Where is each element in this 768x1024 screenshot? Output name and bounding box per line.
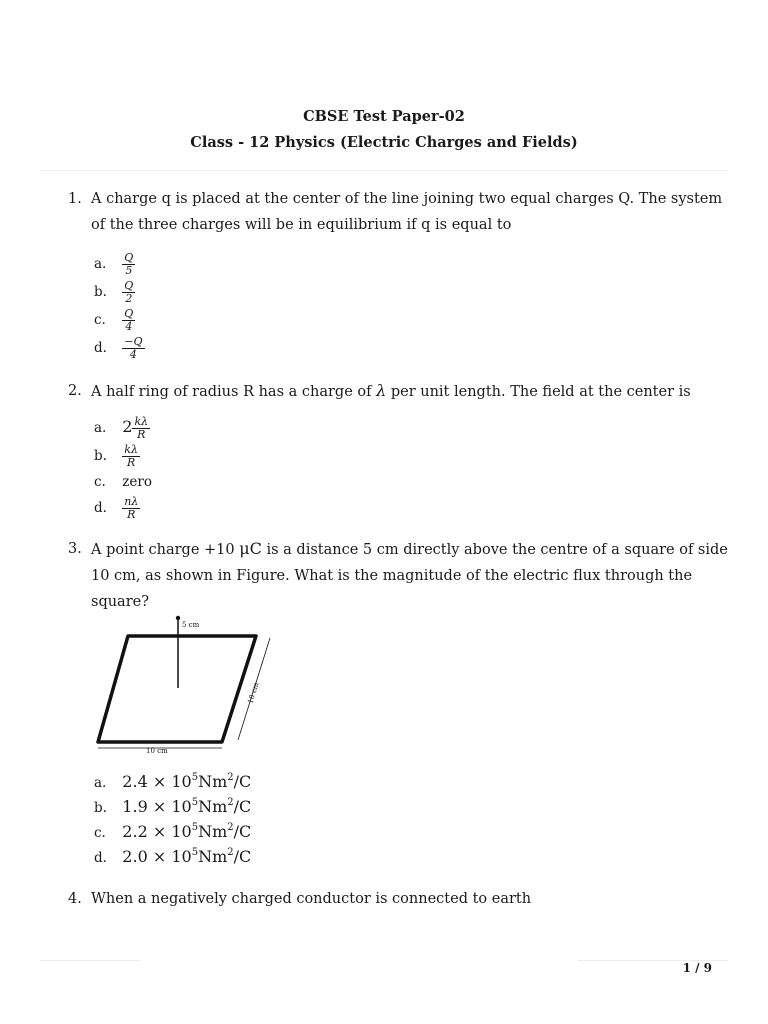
bottom-label: 10 cm (146, 747, 168, 754)
option-text: zero (122, 474, 152, 490)
option-label: d. (94, 500, 107, 516)
option-1d (94, 336, 145, 361)
question-number: 3. (68, 541, 82, 557)
option-label: b. (94, 284, 107, 300)
option-3b (94, 797, 251, 816)
question-text: A half ring of radius R has a charge of λ per unit length. The field at the center is (91, 381, 691, 400)
fraction-denominator: R (127, 508, 136, 521)
option-label: d. (94, 850, 107, 866)
fraction-numerator: Q (124, 307, 134, 320)
fraction-numerator: kλ (134, 415, 149, 428)
question-number: 2. (68, 383, 82, 399)
option-1c (94, 308, 135, 333)
fraction-denominator: 2 (125, 292, 133, 305)
option-2b (94, 444, 140, 469)
question-number: 4. (68, 891, 82, 907)
fraction-denominator: 4 (129, 348, 137, 361)
option-label: b. (94, 800, 107, 816)
side-label: 10 cm (246, 681, 261, 705)
question-text: A point charge +10 μC is a distance 5 cm directly above the centre of a square of side 10 cm, as shown in Figure. What is the magnitude of the electric flux through the square? (91, 539, 728, 610)
paper-subtitle: Class - 12 Physics (Electric Charges and Fields) (190, 134, 578, 151)
option-label: b. (94, 448, 107, 464)
header-divider (40, 170, 728, 171)
option-coefficient: 2 (122, 417, 133, 436)
height-label: 5 cm (182, 621, 200, 629)
fraction-numerator: nλ (124, 495, 139, 508)
fraction-numerator: Q (124, 251, 134, 264)
option-label: a. (94, 256, 107, 272)
square-outline (98, 636, 256, 742)
question-text: A charge q is placed at the center of the line joining two equal charges Q. The system of the three charges will be in equilibrium if q is equal to (91, 191, 723, 233)
option-value: $2.0 \times 10^5Nm^2/C$ (122, 847, 252, 866)
fraction-denominator: 4 (125, 320, 133, 333)
option-label: a. (94, 420, 107, 436)
option-value: $2.4 \times 10^5Nm^2/C$ (122, 772, 252, 791)
fraction-numerator: kλ (124, 443, 138, 456)
fraction-denominator: R (126, 456, 136, 469)
option-2c (94, 474, 152, 490)
option-label: c. (94, 474, 106, 490)
option-2a (94, 416, 150, 441)
footer-rule-left (40, 960, 140, 961)
micro-coulomb-unit: μC (239, 539, 262, 558)
page-number: 1 / 9 (682, 961, 712, 975)
option-label: a. (94, 775, 107, 791)
option-2d (94, 496, 140, 521)
option-3c (94, 822, 251, 841)
option-3d (94, 847, 251, 866)
option-label: d. (94, 340, 107, 356)
option-3a (94, 772, 251, 791)
fraction-denominator: R (137, 428, 146, 441)
question-text: When a negatively charged conductor is connected to earth (91, 891, 532, 907)
option-label: c. (94, 825, 106, 841)
question-4 (68, 886, 728, 912)
fraction-denominator: 5 (125, 264, 133, 277)
fraction-numerator: Q (124, 279, 134, 292)
question-2 (68, 378, 728, 404)
question-1 (68, 186, 728, 238)
point-charge (176, 616, 180, 620)
question-number: 1. (68, 191, 82, 207)
fraction-numerator: −Q (124, 335, 143, 348)
option-1b (94, 280, 135, 305)
paper-title: CBSE Test Paper-02 (303, 108, 465, 125)
lambda-symbol: λ (376, 381, 387, 400)
option-label: c. (94, 312, 106, 328)
square-flux-figure (90, 612, 280, 754)
option-value: $2.2 \times 10^5Nm^2/C$ (122, 822, 252, 841)
question-3 (68, 536, 728, 614)
option-value: $1.9 \times 10^5Nm^2/C$ (122, 797, 252, 816)
option-1a (94, 252, 135, 277)
